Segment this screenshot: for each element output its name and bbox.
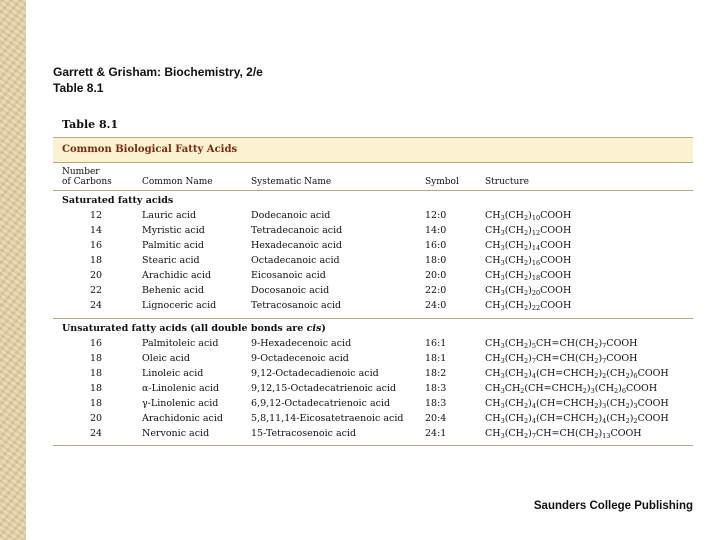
systematic-name-cell: 15-Tetracosenoic acid — [251, 428, 357, 439]
systematic-name-cell: Hexadecanoic acid — [251, 240, 342, 251]
structure-part: (CH — [504, 428, 524, 439]
table-bottom-rule — [53, 445, 693, 446]
table-caption: Common Biological Fatty Acids — [53, 137, 693, 163]
structure-subscript: 2 — [594, 372, 599, 380]
structure-cell — [485, 336, 637, 351]
structure-subscript: 10 — [531, 214, 541, 222]
structure-part: (CH — [504, 210, 524, 221]
structure-subscript: 6 — [621, 387, 626, 395]
structure-part: ) — [528, 353, 532, 364]
systematic-name-cell: Tetradecanoic acid — [251, 225, 343, 236]
structure-subscript: 2 — [625, 372, 630, 380]
structure-subscript: 3 — [500, 214, 505, 222]
structure-part: (CH — [504, 285, 524, 296]
structure-subscript: 7 — [602, 357, 607, 365]
carbons-cell: 14 — [89, 225, 103, 236]
symbol-cell: 24:1 — [425, 428, 447, 439]
structure-part: ) — [528, 225, 532, 236]
structure-part: CH — [485, 383, 501, 394]
common-name-cell: γ-Linolenic acid — [142, 398, 219, 409]
structure-cell — [485, 283, 571, 298]
structure-part: CH — [504, 383, 521, 394]
structure-subscript: 2 — [523, 372, 529, 380]
structure-subscript: 2 — [594, 342, 599, 350]
structure-subscript: 3 — [500, 274, 505, 282]
structure-subscript: 3 — [500, 342, 505, 350]
table-title: Table 8.1 — [62, 118, 119, 131]
systematic-name-cell: 9-Octadecenoic acid — [251, 353, 349, 364]
structure-subscript: 2 — [582, 387, 587, 395]
structure-part: (CH — [504, 240, 524, 251]
systematic-name-cell: 6,9,12-Octadecatrienoic acid — [251, 398, 391, 409]
carbons-cell: 12 — [89, 210, 103, 221]
structure-part: (CH=CHCH — [535, 368, 595, 379]
structure-subscript: 2 — [523, 357, 529, 365]
fatty-acids-table — [53, 118, 693, 446]
structure-subscript: 2 — [523, 304, 529, 312]
saturated-rows — [53, 208, 693, 313]
structure-part: ) — [528, 210, 532, 221]
structure-part: CH — [485, 255, 501, 266]
structure-part: (CH — [594, 383, 614, 394]
structure-part: CH — [485, 368, 501, 379]
common-name-cell: Myristic acid — [142, 225, 205, 236]
structure-subscript: 22 — [531, 304, 541, 312]
structure-subscript: 2 — [523, 432, 529, 440]
table-row — [53, 366, 693, 381]
structure-subscript: 3 — [500, 244, 505, 252]
common-name-cell: α-Linolenic acid — [142, 383, 220, 394]
structure-subscript: 3 — [602, 402, 607, 410]
header-structure: Structure — [485, 177, 529, 187]
structure-subscript: 2 — [520, 387, 525, 395]
systematic-name-cell: 9,12,15-Octadecatrienoic acid — [251, 383, 397, 394]
structure-cell — [485, 381, 657, 396]
structure-part: (CH — [504, 368, 524, 379]
structure-cell — [485, 253, 571, 268]
structure-part: ) — [598, 338, 603, 349]
structure-subscript: 3 — [500, 387, 505, 395]
common-name-cell: Nervonic acid — [142, 428, 210, 439]
structure-subscript: 13 — [602, 432, 611, 440]
structure-part: COOH — [606, 353, 638, 364]
table-row — [53, 336, 693, 351]
structure-part: ) — [528, 398, 532, 409]
structure-part: (CH — [504, 255, 524, 266]
structure-part: ) — [528, 428, 532, 439]
structure-part: CH — [485, 240, 501, 251]
common-name-cell: Arachidonic acid — [142, 413, 223, 424]
systematic-name-cell: 9,12-Octadecadienoic acid — [251, 368, 379, 379]
structure-part: (CH — [504, 338, 524, 349]
structure-subscript: 5 — [531, 342, 536, 350]
symbol-cell: 18:2 — [425, 368, 447, 379]
column-headers — [53, 166, 693, 191]
unsaturated-rows — [53, 336, 693, 441]
systematic-name-cell: Docosanoic acid — [251, 285, 330, 296]
systematic-name-cell: 9-Hexadecenoic acid — [251, 338, 352, 349]
structure-subscript: 3 — [500, 229, 505, 237]
structure-part: ) — [528, 285, 532, 296]
structure-part: ) — [598, 398, 603, 409]
structure-part: ) — [528, 300, 532, 311]
header-systematic-name: Systematic Name — [251, 177, 332, 187]
structure-subscript: 2 — [523, 259, 529, 267]
structure-subscript: 3 — [500, 357, 505, 365]
common-name-cell: Linoleic acid — [142, 368, 204, 379]
structure-part: COOH — [606, 338, 638, 349]
structure-part: COOH — [540, 225, 572, 236]
structure-subscript: 2 — [523, 274, 529, 282]
structure-part: ) — [618, 383, 622, 394]
carbons-cell: 18 — [89, 353, 103, 364]
structure-part: COOH — [637, 398, 669, 409]
structure-part: CH=CH(CH — [535, 353, 595, 364]
structure-part: CH — [485, 270, 501, 281]
structure-subscript: 7 — [531, 432, 536, 440]
structure-subscript: 14 — [531, 244, 541, 252]
structure-subscript: 12 — [531, 229, 541, 237]
structure-subscript: 2 — [523, 342, 529, 350]
structure-cell — [485, 238, 571, 253]
structure-part: COOH — [626, 383, 658, 394]
carbons-cell: 18 — [89, 383, 103, 394]
carbons-cell: 16 — [89, 338, 103, 349]
structure-part: CH — [485, 338, 501, 349]
table-row — [53, 351, 693, 366]
structure-subscript: 3 — [500, 432, 505, 440]
structure-subscript: 2 — [602, 372, 607, 380]
structure-cell — [485, 411, 669, 426]
structure-part: CH — [485, 225, 501, 236]
structure-subscript: 2 — [523, 417, 529, 425]
structure-part: COOH — [637, 413, 669, 424]
carbons-cell: 20 — [89, 270, 103, 281]
carbons-cell: 18 — [89, 398, 103, 409]
structure-part: (CH — [504, 398, 524, 409]
structure-part: COOH — [540, 300, 572, 311]
symbol-cell: 24:0 — [425, 300, 447, 311]
symbol-cell: 12:0 — [425, 210, 447, 221]
common-name-cell: Palmitic acid — [142, 240, 205, 251]
header-common-name: Common Name — [142, 177, 213, 187]
header-symbol: Symbol — [425, 177, 459, 187]
symbol-cell: 20:4 — [425, 413, 447, 424]
structure-part: COOH — [540, 270, 572, 281]
table-row — [53, 298, 693, 313]
structure-subscript: 3 — [500, 417, 505, 425]
structure-part: (CH — [504, 270, 524, 281]
structure-subscript: 2 — [625, 402, 630, 410]
systematic-name-cell: 5,8,11,14-Eicosatetraenoic acid — [251, 413, 404, 424]
structure-part: ) — [528, 270, 532, 281]
structure-part: ) — [629, 413, 634, 424]
book-title: Garrett & Grisham: Biochemistry, 2/e — [53, 65, 263, 79]
structure-cell — [485, 223, 571, 238]
common-name-cell: Behenic acid — [142, 285, 204, 296]
structure-part: (CH — [504, 353, 524, 364]
publisher-credit: Saunders College Publishing — [533, 500, 693, 512]
structure-subscript: 2 — [523, 214, 529, 222]
structure-part: (CH — [504, 300, 524, 311]
symbol-cell: 22:0 — [425, 285, 447, 296]
symbol-cell: 18:1 — [425, 353, 447, 364]
common-name-cell: Lignoceric acid — [142, 300, 217, 311]
symbol-cell: 20:0 — [425, 270, 447, 281]
structure-part: (CH — [606, 398, 626, 409]
structure-subscript: 18 — [531, 274, 541, 282]
structure-part: ) — [598, 413, 603, 424]
structure-subscript: 2 — [594, 402, 599, 410]
structure-part: ) — [598, 428, 603, 439]
structure-subscript: 2 — [523, 229, 529, 237]
structure-subscript: 4 — [531, 402, 536, 410]
structure-subscript: 3 — [500, 259, 505, 267]
structure-cell — [485, 351, 637, 366]
systematic-name-cell: Tetracosanoic acid — [251, 300, 342, 311]
structure-part: (CH=CHCH — [535, 398, 595, 409]
structure-subscript: 7 — [531, 357, 536, 365]
carbons-cell: 24 — [89, 428, 103, 439]
structure-part: ) — [528, 368, 532, 379]
structure-subscript: 2 — [594, 357, 599, 365]
table-row — [53, 283, 693, 298]
structure-part: ) — [629, 368, 634, 379]
common-name-cell: Stearic acid — [142, 255, 200, 266]
symbol-cell: 18:3 — [425, 383, 447, 394]
structure-subscript: 3 — [500, 304, 505, 312]
structure-cell — [485, 298, 571, 313]
table-row — [53, 253, 693, 268]
structure-part: (CH=CHCH — [524, 383, 583, 394]
structure-part: ) — [528, 338, 532, 349]
carbons-cell: 18 — [89, 368, 103, 379]
systematic-name-cell: Octadecanoic acid — [251, 255, 340, 266]
structure-subscript: 2 — [523, 244, 529, 252]
structure-part: (CH — [504, 225, 524, 236]
symbol-cell: 16:0 — [425, 240, 447, 251]
structure-subscript: 2 — [594, 417, 599, 425]
structure-part: (CH — [504, 413, 524, 424]
structure-part: CH — [485, 413, 501, 424]
structure-subscript: 4 — [602, 417, 607, 425]
carbons-cell: 20 — [89, 413, 103, 424]
structure-part: ) — [586, 383, 591, 394]
structure-part: ) — [528, 413, 532, 424]
structure-part: ) — [598, 368, 603, 379]
structure-subscript: 6 — [633, 372, 638, 380]
structure-cell — [485, 396, 669, 411]
structure-part: CH — [485, 428, 501, 439]
table-row — [53, 396, 693, 411]
structure-part: COOH — [610, 428, 642, 439]
structure-subscript: 2 — [633, 417, 638, 425]
section-divider — [53, 318, 693, 319]
structure-subscript: 2 — [614, 387, 619, 395]
table-row — [53, 411, 693, 426]
structure-subscript: 20 — [531, 289, 541, 297]
structure-part: CH — [485, 300, 501, 311]
structure-part: (CH=CHCH — [535, 413, 595, 424]
common-name-cell: Palmitoleic acid — [142, 338, 219, 349]
structure-part: CH — [485, 353, 501, 364]
structure-part: CH=CH(CH — [535, 428, 595, 439]
symbol-cell: 16:1 — [425, 338, 447, 349]
left-paper-texture — [0, 0, 26, 540]
structure-part: COOH — [540, 285, 572, 296]
structure-part: COOH — [540, 210, 572, 221]
structure-part: (CH — [606, 368, 626, 379]
structure-cell — [485, 208, 571, 223]
slide-header — [53, 64, 263, 96]
header-number-of-carbons: Number of Carbons — [62, 167, 112, 187]
table-row — [53, 208, 693, 223]
structure-subscript: 3 — [633, 402, 638, 410]
structure-subscript: 3 — [500, 289, 505, 297]
structure-part: (CH — [606, 413, 626, 424]
structure-cell — [485, 268, 571, 283]
structure-part: ) — [598, 353, 603, 364]
table-row — [53, 268, 693, 283]
structure-part: CH=CH(CH — [535, 338, 595, 349]
structure-part: CH — [485, 285, 501, 296]
structure-part: COOH — [540, 240, 572, 251]
structure-part: COOH — [637, 368, 669, 379]
structure-subscript: 3 — [500, 402, 505, 410]
carbons-cell: 18 — [89, 255, 103, 266]
structure-subscript: 2 — [594, 432, 599, 440]
systematic-name-cell: Dodecanoic acid — [251, 210, 331, 221]
structure-part: CH — [485, 398, 501, 409]
table-row — [53, 238, 693, 253]
symbol-cell: 18:0 — [425, 255, 447, 266]
structure-subscript: 3 — [500, 372, 505, 380]
structure-subscript: 2 — [625, 417, 630, 425]
systematic-name-cell: Eicosanoic acid — [251, 270, 326, 281]
structure-subscript: 2 — [523, 289, 529, 297]
carbons-cell: 24 — [89, 300, 103, 311]
structure-subscript: 4 — [531, 417, 536, 425]
structure-part: ) — [528, 240, 532, 251]
structure-subscript: 4 — [531, 372, 536, 380]
structure-part: ) — [528, 255, 532, 266]
structure-cell — [485, 426, 642, 441]
common-name-cell: Arachidic acid — [142, 270, 212, 281]
slide-table-label: Table 8.1 — [53, 81, 104, 95]
table-row — [53, 381, 693, 396]
structure-part: ) — [629, 398, 634, 409]
structure-subscript: 16 — [531, 259, 541, 267]
symbol-cell: 14:0 — [425, 225, 447, 236]
structure-subscript: 2 — [523, 402, 529, 410]
common-name-cell: Lauric acid — [142, 210, 197, 221]
carbons-cell: 22 — [89, 285, 103, 296]
structure-part: CH — [485, 210, 501, 221]
structure-subscript: 3 — [590, 387, 595, 395]
carbons-cell: 16 — [89, 240, 103, 251]
table-row — [53, 223, 693, 238]
table-row — [53, 426, 693, 441]
symbol-cell: 18:3 — [425, 398, 447, 409]
structure-cell — [485, 366, 669, 381]
structure-subscript: 7 — [602, 342, 607, 350]
structure-part: COOH — [540, 255, 572, 266]
unsaturated-section-title: Unsaturated fatty acids (all double bonds are cis) — [62, 323, 326, 334]
common-name-cell: Oleic acid — [142, 353, 190, 364]
saturated-section-title: Saturated fatty acids — [62, 195, 174, 206]
